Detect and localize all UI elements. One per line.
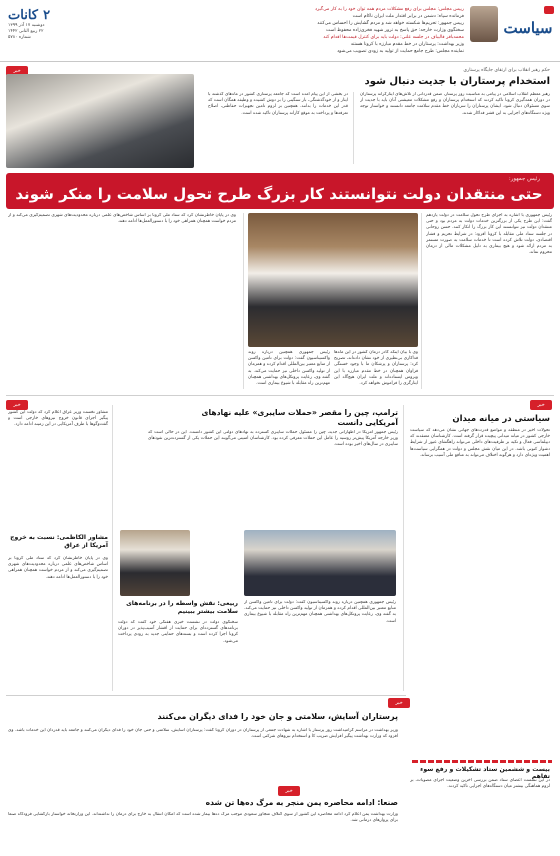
column-divider	[421, 213, 422, 389]
section-tab[interactable]: خبر	[530, 400, 552, 410]
headline-item[interactable]: سخنگوی وزارت خارجه: حق پاسخ به ترور شهید فخری‌زاده محفوظ است	[325, 28, 464, 33]
banner-title[interactable]: حتی منتقدان دولت نتوانستند کار بزرگ طرح تحول سلامت را منکر شوند	[15, 185, 543, 203]
logo[interactable]	[502, 8, 554, 48]
masthead-headlines	[144, 6, 464, 55]
column-divider	[353, 92, 354, 164]
top-story-kicker: حکم رهبر انقلاب برای ارتقای جایگاه پرستاری	[463, 68, 550, 73]
lower-center-title[interactable]: پرستاران آسایش، سلامتی و جان خود را فدای دیگران می‌کنند	[157, 712, 398, 721]
page-number-block	[8, 4, 68, 41]
column-divider	[403, 405, 404, 691]
headline-item[interactable]: فرمانده سپاه: دشمن در برابر اقتدار ملت ایران ناکام است	[352, 14, 464, 19]
date-line: ۲۲ ربیع الثانی ۱۴۴۲	[8, 29, 44, 34]
rouhani-photo	[248, 213, 418, 347]
left-mid-body: سخنگوی دولت در نشست خبری هفتگی خود گفت که دولت برنامه‌های گسترده‌ای برای حمایت از اقشار آسیب‌پذیر در دوران کرونا اجرا کرده است و بسته‌های حمایتی جدید به زودی پرداخت می‌شود.	[118, 620, 238, 644]
headline-item[interactable]: وزیر بهداشت: پرستاران در خط مقدم مبارزه با کرونا هستند	[350, 42, 464, 47]
lower-center-body: وزیر بهداشت در مراسم گرامیداشت روز پرستار با اشاره به شهادت جمعی از پرستاران در دوران کرونا گفت: پرستاران آسایش، سلامتی و حتی جان خود را فدای دیگران می‌کنند و جامعه باید قدردان این خدمات باشد. وی افزود که وزارت بهداشت پیگیر افزایش ضریب کا و استخدام نیروهای شرکتی است.	[8, 728, 398, 740]
leader-photo	[6, 74, 194, 168]
headline-item[interactable]: نماینده مجلس: طرح جامع حمایت از تولید به زودی تصویب می‌شود	[337, 49, 464, 54]
section-tab[interactable]: خبر	[6, 400, 28, 410]
center-title[interactable]: ترامپ، چین را مقصر «حملات سایبری» علیه نهادهای آمریکایی دانست	[201, 408, 398, 427]
right-column-title[interactable]: سیاستی در میانه میدان	[452, 414, 550, 424]
lower-bottom-title[interactable]: صنعا: ادامه محاصره یمن منجر به مرگ ده‌ها تن شده	[205, 798, 398, 807]
column-divider	[243, 213, 244, 389]
section-rule	[6, 695, 406, 696]
headline-item[interactable]: رییس مجلس: مجلس برای رفع مشکلات مردم همه توان خود را به کار می‌گیرد	[314, 7, 464, 12]
column-divider	[112, 405, 113, 691]
date-line: دوشنبه ۱۷ آذر ۱۳۹۹	[8, 23, 45, 28]
date-line: شماره ۵۷۸۰	[8, 35, 31, 40]
top-story-body-right: رهبر معظم انقلاب اسلامی در پیامی به مناسبت روز پرستار، ضمن قدردانی از تلاش‌های ایثارگرانه پرستاران در دوران همه‌گیری کرونا تاکید کردند که استخدام پرستاران و رفع مشکلات معیشتی آنان باید با جدیت از سوی مسئولان دنبال شود. ایشان پرستاران را سربازان خط مقدم سلامت جامعه دانستند و خواستار توجه ویژه دستگاه‌های اجرایی به این قشر فداکار شدند.	[360, 92, 550, 116]
banner-kicker: رئیس جمهور:	[508, 176, 540, 182]
masthead	[0, 0, 560, 62]
section-tab[interactable]: خبر	[388, 698, 410, 708]
left-top-body: مشاور نخست وزیر عراق اعلام کرد که دولت این کشور پیگیر اجرای قانون خروج نیروهای خارجی است و گفت‌وگوها با طرف آمریکایی در این زمینه ادامه دارد.	[8, 410, 108, 428]
right-column-body: تحولات اخیر در منطقه و مواضع قدرت‌های جهانی نشان می‌دهد که سیاست خارجی کشور در میانه میدانی پیچیده قرار گرفته است. کارشناسان معتقدند که دیپلماسی فعال و تکیه بر ظرفیت‌های داخلی می‌تواند راهگشای عبور از شرایط دشوار کنونی باشد. در این میان نقش مجلس و دولت در همگرایی سیاست‌ها اهمیت ویژه‌ای دارد و هرگونه اختلاف می‌تواند به منافع ملی آسیب برساند.	[410, 428, 550, 458]
lead-story-col-2: وی با بیان اینکه کادر درمان کشور در این ماه‌ها فداکاری بی‌نظیری از خود نشان داده‌اند، تصریح کرد: پرستاران و پزشکان ما با وجود خستگی فراوان همچنان در خط مقدم مبارزه با این ویروس ایستاده‌اند و ملت ایران هیچ‌گاه این ایثارگری را فراموش نخواهد کرد.	[334, 350, 418, 387]
headline-item[interactable]: رییس جمهور: تحریم‌ها شکسته خواهد شد و مردم گشایش را احساس می‌کنند	[317, 21, 464, 26]
center-body: رئیس جمهور آمریکا در اظهاراتی جدید، چین را مسئول حملات سایبری گسترده به نهادهای دولتی این کشور دانست. این در حالی است که وزیر خارجه آمریکا پیش‌تر روسیه را عامل این حملات معرفی کرده بود. کارشناسان امنیتی می‌گویند این حملات یکی از گسترده‌ترین نفوذهای سایبری در سال‌های اخیر بوده است.	[148, 430, 398, 448]
section-tab[interactable]: خبر	[278, 786, 300, 796]
official-photo-2	[244, 530, 396, 596]
logo-text: سیاست	[503, 19, 553, 37]
section-rule	[6, 395, 554, 396]
section-name: کانات	[8, 8, 38, 23]
left-mid-title[interactable]: ربیعی: نقش واسطه را در برنامه‌های سلامت بیشتر ببینیم	[126, 600, 238, 615]
masthead-portrait-image	[470, 6, 498, 42]
left-top-body-2: وی در پایان خاطرنشان کرد که ستاد ملی کرونا بر اساس شاخص‌های علمی درباره محدودیت‌های شهری تصمیم‌گیری می‌کند و از مردم خواست همچنان همراهی خود را با دستورالعمل‌ها ادامه دهند.	[8, 556, 108, 580]
headline-banner	[6, 173, 554, 209]
lead-story-col-4: وی در پایان خاطرنشان کرد که ستاد ملی کرونا بر اساس شاخص‌های علمی درباره محدودیت‌های شهری تصمیم‌گیری می‌کند و از مردم خواست همچنان همراهی خود را با دستورالعمل‌ها ادامه دهند.	[8, 213, 236, 225]
section-tab[interactable]: خبر	[6, 66, 28, 76]
headline-item[interactable]: محمدباقر قالیباف در جلسه علنی: دولت باید برای کنترل قیمت‌ها اقدام کند	[323, 35, 464, 40]
lower-right-title[interactable]: بیست و ششمین ستاد تشکیلات و رفع سوء تفاهم	[420, 766, 550, 780]
lead-story-col-1: رئیس جمهوری با اشاره به اجرای طرح تحول سلامت در دولت یازدهم گفت: این طرح یکی از بزرگترین خدمات دولت به مردم بود و حتی منتقدان دولت نیز نتوانستند این کار بزرگ را انکار کنند. حسن روحانی در جلسه ستاد ملی مقابله با کرونا افزود: در شرایط تحریم و فشار اقتصادی، دولت تلاش کرده است تا خدمات سلامت به صورت مستمر به مردم ارائه شود و هیچ بیماری به دلیل مشکلات مالی از درمان محروم نماند.	[426, 213, 552, 256]
left-top-title[interactable]: مشاور الکاظمی: نسبت به خروج آمریکا از عراق	[10, 534, 108, 549]
decorative-stripe	[412, 760, 552, 763]
center-body-2: رئیس جمهوری همچنین درباره روند واکسیناسیون گفت: دولت برای تامین واکسن از منابع معتبر بین‌المللی اقدام کرده و همزمان از تولید واکسن داخلی نیز حمایت می‌کند. به گفته وی، رعایت پروتکل‌های بهداشتی همچنان مهم‌ترین راه مقابله با شیوع بیماری است.	[244, 600, 396, 624]
top-story-body-left: در بخشی از این پیام آمده است که جامعه پرستاری کشور در ماه‌های گذشته با ایثار و از خودگذشتگی، بار سنگینی را بر دوش کشیده و وظیفه همگان است که قدر این خدمات را بدانند. همچنین بر لزوم تامین تجهیزات حفاظتی، اصلاح تعرفه‌ها و پرداخت به موقع کارانه پرستاران تاکید شده است.	[208, 92, 348, 116]
lower-right-body: در این نشست اعضای ستاد ضمن بررسی آخرین وضعیت اجرای مصوبات، بر لزوم هماهنگی بیشتر میان دستگاه‌های اجرایی تاکید کردند.	[410, 778, 550, 790]
top-story-title[interactable]: استخدام پرستاران با جدیت دنبال شود	[364, 76, 550, 87]
lead-story-col-3: رئیس جمهوری همچنین درباره روند واکسیناسیون گفت: دولت برای تامین واکسن از منابع معتبر بین‌المللی اقدام کرده و همزمان از تولید واکسن داخلی نیز حمایت می‌کند. به گفته وی، رعایت پروتکل‌های بهداشتی همچنان مهم‌ترین راه مقابله با شیوع بیماری است.	[248, 350, 330, 387]
page-number: ۲	[43, 8, 51, 23]
lower-bottom-body: وزارت بهداشت یمن اعلام کرد ادامه محاصره این کشور از سوی ائتلاف متجاوز سعودی موجب مرگ ده‌ها بیمار شده است که امکان انتقال به خارج برای درمان را نداشته‌اند. این وزارتخانه خواستار بازگشایی فرودگاه صنعا برای پروازهای درمانی شد.	[8, 812, 398, 824]
official-photo-1	[120, 530, 190, 596]
logo-tag	[544, 6, 554, 14]
